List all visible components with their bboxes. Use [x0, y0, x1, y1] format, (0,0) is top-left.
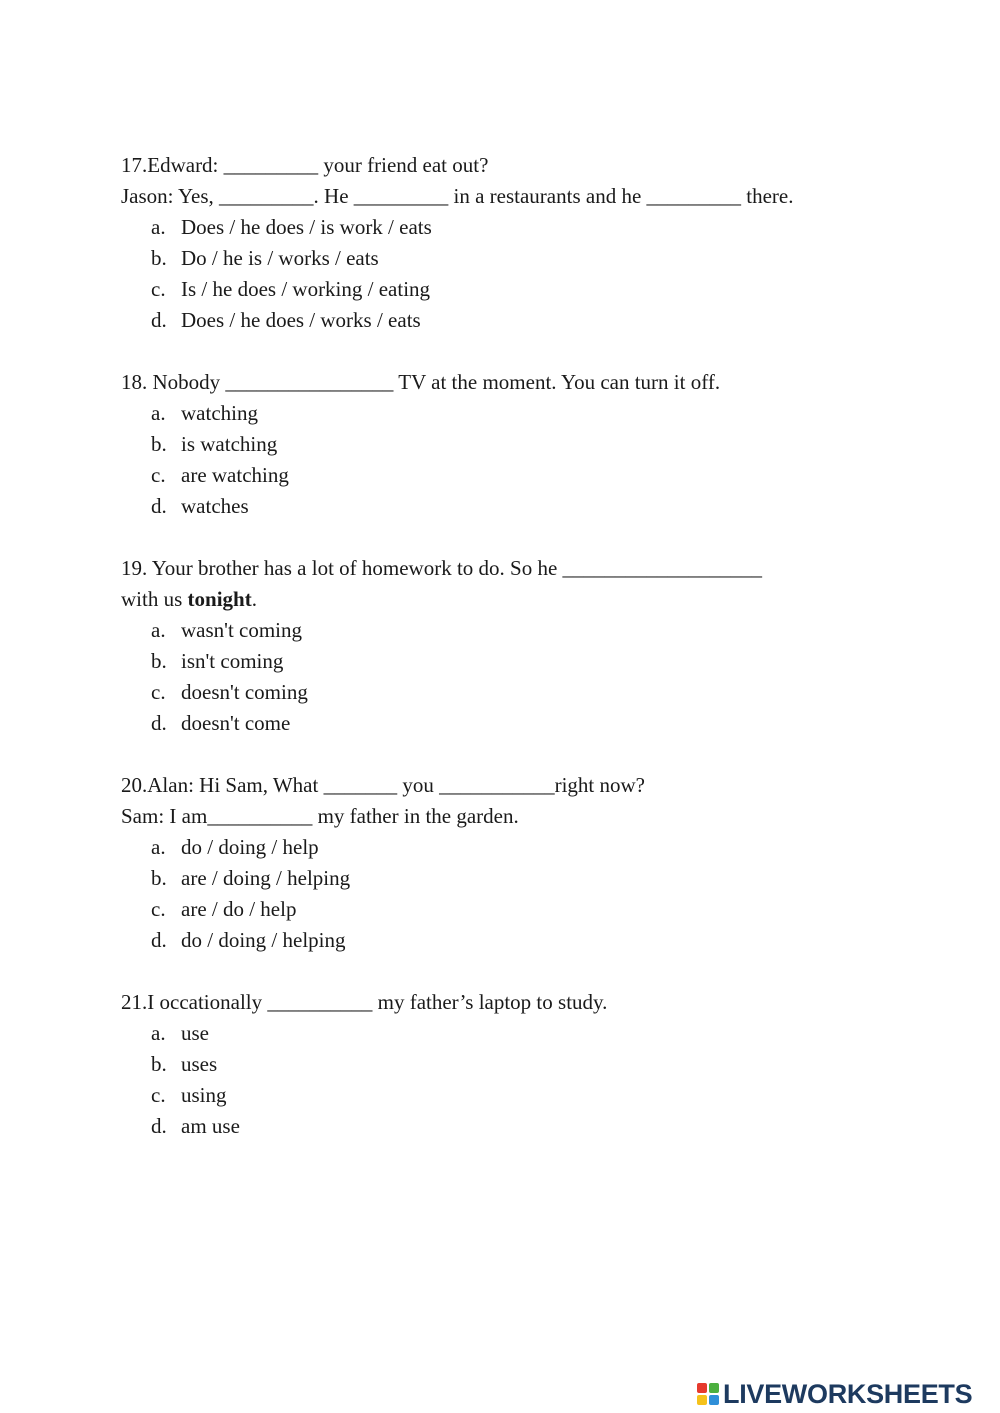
question-19-line-1: 19. Your brother has a lot of homework to do. So he ___________________ [121, 556, 763, 580]
worksheet [121, 150, 921, 1142]
question-17 [121, 150, 921, 336]
question-18-line-1: 18. Nobody ________________ TV at the moment. You can turn it off. [121, 370, 721, 394]
option-17-c[interactable]: c. Is / he does / working / eating [151, 277, 431, 301]
question-20-line-1: 20.Alan: Hi Sam, What _______ you ___________right now? [121, 773, 645, 797]
option-18-a[interactable]: a. watching [151, 401, 258, 425]
option-17-d[interactable]: d. Does / he does / works / eats [151, 308, 421, 332]
question-19-line-2: with us tonight. [121, 587, 257, 611]
option-21-a[interactable]: a. use [151, 1021, 209, 1045]
logo-square-red [697, 1383, 707, 1393]
option-19-b[interactable]: b. isn't coming [151, 649, 284, 673]
spacer [121, 336, 921, 367]
option-20-d[interactable]: d. do / doing / helping [151, 928, 346, 952]
question-17-line-2: Jason: Yes, _________. He _________ in a restaurants and he _________ there. [121, 184, 794, 208]
option-19-d[interactable]: d. doesn't come [151, 711, 291, 735]
question-17-line-1: 17.Edward: _________ your friend eat out? [121, 153, 489, 177]
option-20-a[interactable]: a. do / doing / help [151, 835, 319, 859]
question-21 [121, 987, 921, 1142]
logo-square-blue [709, 1395, 719, 1405]
option-21-b[interactable]: b. uses [151, 1052, 218, 1076]
emphasis-word: tonight [187, 587, 252, 611]
option-17-b[interactable]: b. Do / he is / works / eats [151, 246, 379, 270]
option-20-b[interactable]: b. are / doing / helping [151, 866, 351, 890]
logo-square-green [709, 1383, 719, 1393]
liveworksheets-logo[interactable] [697, 1378, 972, 1410]
spacer [121, 739, 921, 770]
question-21-line-1: 21.I occationally __________ my father’s laptop to study. [121, 990, 608, 1014]
option-18-c[interactable]: c. are watching [151, 463, 289, 487]
option-21-c[interactable]: c. using [151, 1083, 227, 1107]
logo-square-yellow [697, 1395, 707, 1405]
logo-text: LIVEWORKSHEETS [723, 1378, 973, 1409]
spacer [121, 956, 921, 987]
option-19-a[interactable]: a. wasn't coming [151, 618, 303, 642]
option-19-c[interactable]: c. doesn't coming [151, 680, 308, 704]
question-20-line-2: Sam: I am__________ my father in the garden. [121, 804, 519, 828]
option-17-a[interactable]: a. Does / he does / is work / eats [151, 215, 432, 239]
spacer [121, 522, 921, 553]
option-21-d[interactable]: d. am use [151, 1114, 240, 1138]
question-20 [121, 770, 921, 956]
option-18-b[interactable]: b. is watching [151, 432, 278, 456]
question-19 [121, 553, 921, 739]
liveworksheets-logo-icon [697, 1383, 719, 1405]
option-18-d[interactable]: d. watches [151, 494, 249, 518]
question-18 [121, 367, 921, 522]
option-20-c[interactable]: c. are / do / help [151, 897, 297, 921]
